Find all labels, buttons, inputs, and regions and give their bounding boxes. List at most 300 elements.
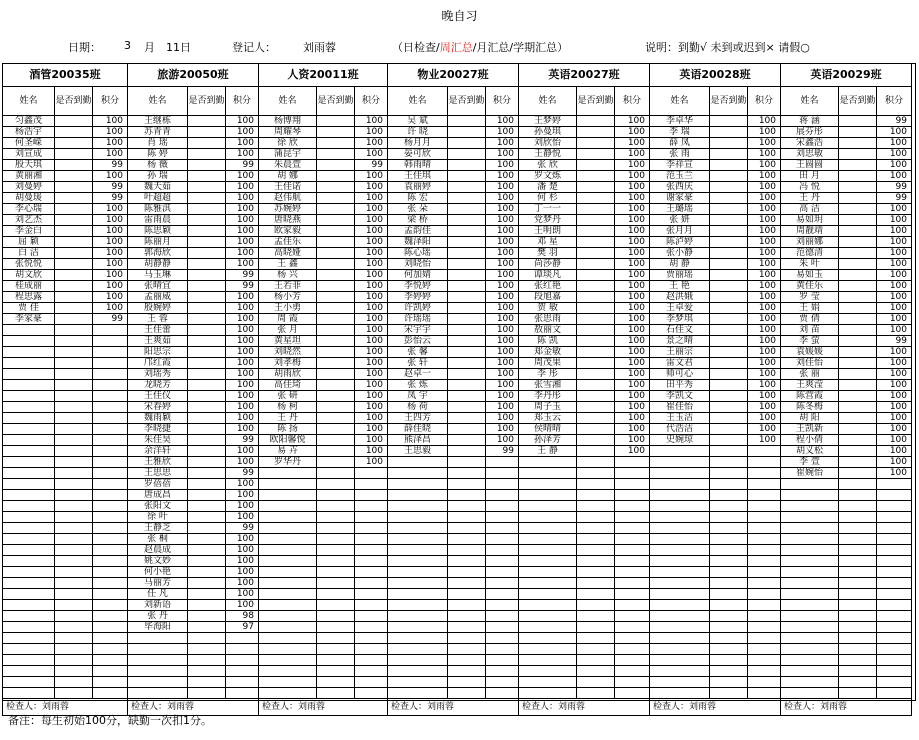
student-score: 100: [355, 402, 388, 413]
student-score: 100: [748, 182, 781, 193]
student-name: 朱佳昊: [128, 435, 188, 446]
student-name: 张 轩: [388, 358, 448, 369]
student-name: 罗 莹: [781, 292, 839, 303]
student-name: 朱晨萱: [259, 160, 317, 171]
student-score: 99: [93, 314, 128, 325]
score-header: 积分: [615, 87, 650, 116]
student-name: 易 卉: [259, 446, 317, 457]
info-row: [0, 30, 919, 62]
student-score: 100: [877, 303, 912, 314]
student-score: 99: [226, 523, 259, 534]
student-name: 代浩洁: [650, 424, 710, 435]
student-name: 邝红霞: [128, 358, 188, 369]
student-score: 100: [615, 292, 650, 303]
student-score: 100: [748, 116, 781, 127]
student-name: 陈 婷: [128, 149, 188, 160]
student-name: 王爽滢: [781, 380, 839, 391]
student-name: 屈 颖: [3, 237, 55, 248]
student-name: 师可心: [650, 369, 710, 380]
student-score: 100: [355, 446, 388, 457]
student-score: 100: [877, 259, 912, 270]
student-score: 100: [615, 160, 650, 171]
student-score: 100: [93, 149, 128, 160]
student-score: 100: [355, 358, 388, 369]
student-name: 余洋轩: [128, 446, 188, 457]
student-score: 100: [355, 204, 388, 215]
student-name: 欧阳馨悦: [259, 435, 317, 446]
student-score: 98: [226, 611, 259, 622]
student-score: 100: [748, 391, 781, 402]
student-score: 100: [355, 325, 388, 336]
name-header: 姓名: [388, 87, 448, 116]
student-name: 张 妍: [650, 215, 710, 226]
student-name: 李婷婷: [388, 292, 448, 303]
student-score: 100: [748, 226, 781, 237]
student-name: 杨 兴: [259, 270, 317, 281]
student-score: 100: [355, 127, 388, 138]
student-score: 100: [615, 226, 650, 237]
student-score: 100: [615, 204, 650, 215]
student-name: 叶超超: [128, 193, 188, 204]
name-header: 姓名: [519, 87, 577, 116]
student-name: 刘瑶秀: [128, 369, 188, 380]
student-score: 100: [355, 138, 388, 149]
student-score: 100: [486, 281, 519, 292]
student-name: 刘佳怡: [781, 358, 839, 369]
student-score: 100: [615, 193, 650, 204]
student-name: 张 馨: [388, 347, 448, 358]
student-score: 100: [355, 116, 388, 127]
student-score: 100: [486, 226, 519, 237]
student-score: 99: [226, 281, 259, 292]
student-name: 张月月: [650, 226, 710, 237]
student-score: 100: [748, 248, 781, 259]
student-score: 100: [226, 116, 259, 127]
student-score: 100: [226, 127, 259, 138]
student-name: 王 静: [519, 446, 577, 457]
student-name: 刘艺杰: [3, 215, 55, 226]
student-score: 100: [93, 281, 128, 292]
student-name: 周耀琴: [259, 127, 317, 138]
student-name: 尚莎静: [519, 259, 577, 270]
student-name: 周子玉: [519, 402, 577, 413]
student-name: 魏泽阳: [388, 237, 448, 248]
student-name: 韩雨晴: [388, 160, 448, 171]
student-name: 景之晴: [650, 336, 710, 347]
student-name: 冯 悦: [781, 182, 839, 193]
student-score: 100: [226, 226, 259, 237]
student-name: 易如玥: [781, 215, 839, 226]
student-name: 王 艳: [650, 281, 710, 292]
student-name: 白 洁: [3, 248, 55, 259]
name-header: 姓名: [259, 87, 317, 116]
student-name: 陈 凯: [519, 336, 577, 347]
student-name: 王小勇: [259, 303, 317, 314]
student-score: 100: [615, 358, 650, 369]
student-name: 贾 倩: [781, 314, 839, 325]
student-name: 陈泸婷: [650, 237, 710, 248]
student-name: 张雪湘: [519, 380, 577, 391]
student-name: 李 瑞: [650, 127, 710, 138]
student-score: 100: [226, 259, 259, 270]
student-name: 陈思颖: [128, 226, 188, 237]
student-name: 贺 敏: [519, 303, 577, 314]
student-score: 99: [93, 182, 128, 193]
student-name: 樊 羽: [519, 248, 577, 259]
student-score: 100: [748, 325, 781, 336]
student-name: 蒲昆宇: [259, 149, 317, 160]
student-score: 100: [355, 380, 388, 391]
student-score: 100: [355, 391, 388, 402]
student-name: 张阳文: [128, 501, 188, 512]
student-name: 王静悦: [519, 149, 577, 160]
student-score: 100: [355, 259, 388, 270]
student-score: 97: [226, 622, 259, 633]
summary-type: [392, 39, 568, 55]
student-name: 陈心瑶: [388, 248, 448, 259]
student-score: 100: [486, 116, 519, 127]
footnote: 备注：每生初始100分，缺勤一次扣1分。: [8, 714, 212, 727]
student-score: 100: [226, 567, 259, 578]
legend: 说明：到勤√ 未到或迟到× 请假○: [645, 41, 810, 54]
student-name: 胡静静: [128, 259, 188, 270]
student-score: 100: [226, 589, 259, 600]
student-score: 100: [615, 138, 650, 149]
student-name: 敖丽文: [519, 325, 577, 336]
student-name: 张 丹: [128, 611, 188, 622]
student-score: 100: [748, 127, 781, 138]
student-name: 王静芝: [128, 523, 188, 534]
student-name: 阳思宗: [128, 347, 188, 358]
student-name: 肖 瑶: [128, 138, 188, 149]
student-name: 赵洪娥: [650, 292, 710, 303]
student-score: 100: [748, 369, 781, 380]
student-name: 刘宣成: [3, 149, 55, 160]
student-score: 99: [93, 160, 128, 171]
student-name: 胡曼瑗: [3, 193, 55, 204]
student-name: 刘思敏: [781, 149, 839, 160]
present-header: 是否到勤: [55, 87, 93, 116]
name-header: 姓名: [781, 87, 839, 116]
student-score: 100: [486, 380, 519, 391]
student-score: 100: [486, 402, 519, 413]
present-header: 是否到勤: [448, 87, 486, 116]
student-score: 100: [486, 303, 519, 314]
student-name: 杨 荷: [388, 402, 448, 413]
student-score: 100: [355, 248, 388, 259]
student-name: 黄丽湘: [3, 171, 55, 182]
student-name: 梁 桥: [388, 215, 448, 226]
student-score: 100: [748, 204, 781, 215]
student-name: 孙 瑞: [128, 171, 188, 182]
student-name: 贾丽瑶: [650, 270, 710, 281]
student-score: 100: [615, 391, 650, 402]
student-score: 100: [226, 446, 259, 457]
student-name: 李卓华: [650, 116, 710, 127]
student-score: 100: [486, 358, 519, 369]
student-score: 100: [226, 402, 259, 413]
student-score: 100: [748, 303, 781, 314]
student-score: 100: [486, 259, 519, 270]
student-score: 100: [355, 281, 388, 292]
student-name: 杨 柯: [259, 402, 317, 413]
student-name: 魏雨颖: [128, 413, 188, 424]
student-name: 何 杉: [519, 193, 577, 204]
student-name: 孟韵佳: [388, 226, 448, 237]
student-score: 100: [355, 424, 388, 435]
student-score: 100: [226, 501, 259, 512]
score-header: 积分: [486, 87, 519, 116]
student-score: 100: [355, 303, 388, 314]
present-header: 是否到勤: [710, 87, 748, 116]
name-header: 姓名: [3, 87, 55, 116]
student-name: 苏青青: [128, 127, 188, 138]
student-name: 雷文君: [650, 358, 710, 369]
student-name: 胡雨欣: [259, 369, 317, 380]
student-score: 100: [226, 149, 259, 160]
student-score: 100: [877, 435, 912, 446]
class-header: 英语20027班: [519, 64, 650, 87]
student-name: 李凯文: [650, 391, 710, 402]
student-score: 100: [226, 479, 259, 490]
student-name: 王继栋: [128, 116, 188, 127]
student-score: 100: [615, 446, 650, 457]
student-score: 100: [226, 336, 259, 347]
student-score: 100: [748, 281, 781, 292]
student-name: 李梦琪: [650, 314, 710, 325]
student-score: 100: [226, 369, 259, 380]
student-score: 100: [226, 545, 259, 556]
student-score: 100: [748, 171, 781, 182]
student-score: 100: [355, 215, 388, 226]
student-score: 100: [226, 204, 259, 215]
student-name: 张 研: [259, 391, 317, 402]
student-score: 100: [748, 435, 781, 446]
student-score: 100: [877, 380, 912, 391]
student-name: 桂成丽: [3, 281, 55, 292]
inspector-label: 检查人：刘雨蓉: [650, 699, 781, 716]
student-score: 100: [226, 490, 259, 501]
student-score: 100: [877, 248, 912, 259]
student-name: 丁一一: [519, 204, 577, 215]
inspector-label: 检查人：刘雨蓉: [128, 699, 259, 716]
student-score: 100: [748, 237, 781, 248]
student-score: 99: [226, 160, 259, 171]
student-score: 100: [93, 248, 128, 259]
student-score: 100: [93, 303, 128, 314]
student-score: 100: [93, 204, 128, 215]
student-score: 100: [877, 237, 912, 248]
student-name: 王爽茹: [128, 336, 188, 347]
student-name: 陈丽月: [128, 237, 188, 248]
student-score: 100: [615, 127, 650, 138]
student-name: 孙泽芳: [519, 435, 577, 446]
student-name: 王 娟: [781, 303, 839, 314]
student-name: 王凯新: [781, 424, 839, 435]
student-score: 100: [226, 292, 259, 303]
student-score: 100: [486, 182, 519, 193]
student-name: 刘孝梅: [259, 358, 317, 369]
student-name: 李 萤: [781, 336, 839, 347]
student-score: 100: [877, 138, 912, 149]
student-score: 100: [355, 435, 388, 446]
student-score: 100: [93, 270, 128, 281]
student-score: 100: [877, 325, 912, 336]
student-name: 周靓靖: [781, 226, 839, 237]
student-name: 贾 佳: [3, 303, 55, 314]
student-name: 黄星坦: [259, 336, 317, 347]
student-score: 100: [226, 512, 259, 523]
student-name: 袁媛媛: [781, 347, 839, 358]
student-score: 100: [355, 347, 388, 358]
score-header: 积分: [748, 87, 781, 116]
student-score: 100: [355, 149, 388, 160]
student-name: 王梦婷: [519, 116, 577, 127]
student-name: 黄佳乐: [781, 281, 839, 292]
student-score: 100: [226, 534, 259, 545]
student-score: 100: [748, 380, 781, 391]
student-name: 张晴宜: [128, 281, 188, 292]
student-score: 100: [486, 391, 519, 402]
student-name: 唐成昌: [128, 490, 188, 501]
student-name: 程小倩: [781, 435, 839, 446]
student-score: 100: [615, 336, 650, 347]
student-name: 郭海欣: [128, 248, 188, 259]
student-score: 100: [93, 259, 128, 270]
student-name: 陈雅淇: [128, 204, 188, 215]
student-name: 王雅欣: [128, 457, 188, 468]
student-score: 99: [486, 446, 519, 457]
class-header: 物业20027班: [388, 64, 519, 87]
student-score: 100: [486, 270, 519, 281]
student-score: 100: [355, 270, 388, 281]
student-name: 龙晓芳: [128, 380, 188, 391]
class-header: 酒管20035班: [3, 64, 128, 87]
student-score: 100: [748, 413, 781, 424]
student-score: 100: [486, 127, 519, 138]
student-score: 100: [615, 149, 650, 160]
student-name: 王 鑫: [259, 259, 317, 270]
student-name: 崔婉怡: [781, 468, 839, 479]
student-name: 徐 欣: [259, 138, 317, 149]
student-score: 100: [486, 204, 519, 215]
recorder-label: 登记人：: [232, 41, 276, 54]
student-name: 张 雨: [650, 149, 710, 160]
student-score: 100: [93, 127, 128, 138]
present-header: 是否到勤: [188, 87, 226, 116]
student-name: 杨小芳: [259, 292, 317, 303]
student-name: 王 丹: [781, 193, 839, 204]
student-score: 100: [877, 424, 912, 435]
summary-prefix: （日检查/: [392, 41, 440, 54]
student-name: 薛佳晓: [388, 424, 448, 435]
student-score: 100: [615, 303, 650, 314]
student-score: 100: [877, 314, 912, 325]
grid-border: [2, 63, 916, 701]
student-name: 杨月月: [388, 138, 448, 149]
student-score: 100: [93, 237, 128, 248]
student-score: 100: [748, 149, 781, 160]
student-score: 100: [93, 116, 128, 127]
student-name: 张 朵: [388, 204, 448, 215]
student-score: 100: [355, 182, 388, 193]
student-name: 孟佳乐: [259, 237, 317, 248]
student-score: 100: [486, 292, 519, 303]
score-header: 积分: [93, 87, 128, 116]
student-name: 宋鑫浩: [781, 138, 839, 149]
student-name: 姚文妙: [128, 556, 188, 567]
student-name: 周 霞: [259, 314, 317, 325]
student-name: 王佳诺: [259, 182, 317, 193]
student-score: 100: [226, 182, 259, 193]
student-score: 100: [748, 193, 781, 204]
student-score: 100: [748, 259, 781, 270]
student-name: 王圆圆: [781, 160, 839, 171]
student-name: 孟丽威: [128, 292, 188, 303]
student-name: 侯晴晴: [519, 424, 577, 435]
student-name: 匀鑫茂: [3, 116, 55, 127]
student-score: 100: [615, 347, 650, 358]
student-score: 100: [877, 347, 912, 358]
student-name: 张 炼: [388, 380, 448, 391]
student-name: 胡 静: [650, 259, 710, 270]
student-name: 王四芳: [388, 413, 448, 424]
student-score: 100: [355, 457, 388, 468]
student-name: 刘 苗: [781, 325, 839, 336]
student-score: 100: [226, 303, 259, 314]
student-name: 崔佳怡: [650, 402, 710, 413]
student-score: 100: [615, 215, 650, 226]
inspector-label: 检查人：刘雨蓉: [781, 699, 912, 716]
student-name: 李祥宣: [650, 160, 710, 171]
student-name: 刘丽娜: [781, 237, 839, 248]
student-score: 100: [355, 314, 388, 325]
student-score: 100: [486, 424, 519, 435]
student-score: 100: [226, 556, 259, 567]
student-score: 100: [355, 171, 388, 182]
student-score: 100: [486, 248, 519, 259]
student-score: 100: [226, 457, 259, 468]
student-score: 100: [615, 237, 650, 248]
student-name: 刘晓怡: [388, 259, 448, 270]
student-score: 100: [486, 336, 519, 347]
student-score: 100: [615, 314, 650, 325]
recorder-name: 刘雨蓉: [303, 41, 336, 54]
student-name: 党梦丹: [519, 215, 577, 226]
student-name: 李晓捷: [128, 424, 188, 435]
student-name: 张悦悦: [3, 259, 55, 270]
student-name: 罗蓓蓓: [128, 479, 188, 490]
student-score: 100: [486, 215, 519, 226]
student-score: 99: [355, 160, 388, 171]
day-value: 11日: [166, 41, 191, 54]
student-score: 99: [877, 116, 912, 127]
student-name: 晏可欣: [388, 149, 448, 160]
student-score: 100: [877, 270, 912, 281]
student-score: 100: [486, 237, 519, 248]
student-score: 100: [486, 138, 519, 149]
student-name: 石佳文: [650, 325, 710, 336]
student-score: 100: [748, 336, 781, 347]
student-score: 100: [486, 314, 519, 325]
student-score: 100: [226, 193, 259, 204]
student-name: 薛 凤: [650, 138, 710, 149]
student-score: 100: [226, 325, 259, 336]
student-score: 100: [877, 215, 912, 226]
present-header: 是否到勤: [839, 87, 877, 116]
student-score: 100: [748, 292, 781, 303]
student-score: 99: [877, 182, 912, 193]
